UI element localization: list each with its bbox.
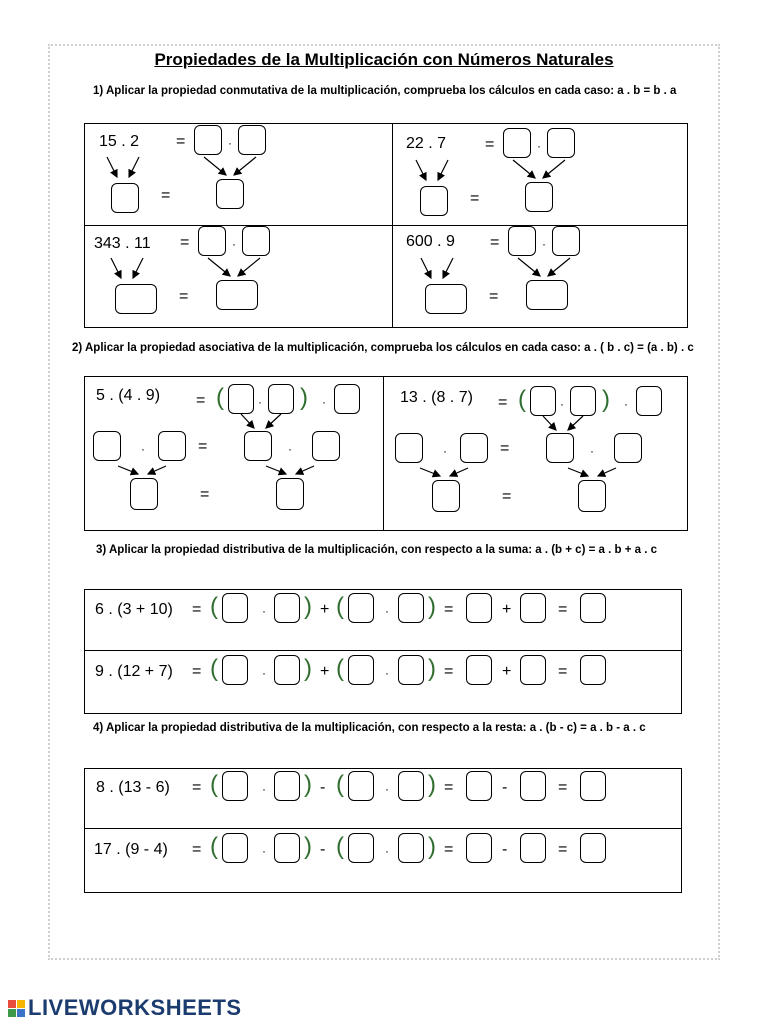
- answer-box[interactable]: [216, 179, 244, 209]
- exercise-expression: 8 . (13 - 6): [96, 779, 170, 796]
- answer-box[interactable]: [222, 655, 248, 685]
- arrow: [421, 258, 431, 278]
- arrow: [543, 416, 556, 430]
- exercise-expression: 343 . 11: [94, 235, 151, 252]
- answer-box[interactable]: [242, 226, 270, 256]
- instruction-4: 4) Aplicar la propiedad distributiva de la multiplicación, con respecto a la resta: a . (b - c) = a . b - a . c: [93, 722, 646, 734]
- multiply-dot: ·: [262, 604, 266, 618]
- arrow: [568, 468, 588, 476]
- multiply-dot: ·: [385, 782, 389, 796]
- answer-box[interactable]: [580, 655, 606, 685]
- minus-sign: -: [502, 779, 508, 796]
- answer-box[interactable]: [276, 478, 304, 510]
- multiply-dot: ·: [262, 844, 266, 858]
- close-paren: ): [428, 593, 436, 620]
- arrow: [548, 258, 570, 276]
- answer-box[interactable]: [111, 183, 139, 213]
- answer-box[interactable]: [198, 226, 226, 256]
- exercise-expression: 17 . (9 - 4): [94, 841, 168, 858]
- answer-box[interactable]: [130, 478, 158, 510]
- equals-sign: =: [176, 133, 186, 150]
- arrow: [266, 414, 281, 428]
- instruction-2: 2) Aplicar la propiedad asociativa de la multiplicación, comprueba los cálculos en cada caso: a . ( b . c) = (a . b) . c: [72, 342, 694, 354]
- equals-sign: =: [192, 601, 202, 618]
- arrow: [129, 157, 139, 177]
- answer-box[interactable]: [312, 431, 340, 461]
- equals-sign: =: [444, 663, 454, 680]
- answer-box[interactable]: [158, 431, 186, 461]
- multiply-dot: ·: [590, 444, 594, 458]
- arrow: [133, 258, 143, 278]
- multiply-dot: ·: [288, 442, 292, 456]
- arrow: [518, 258, 540, 276]
- multiply-dot: ·: [141, 442, 145, 456]
- equals-sign: =: [490, 234, 500, 251]
- multiply-dot: ·: [560, 397, 564, 411]
- answer-box[interactable]: [520, 593, 546, 623]
- arrow: [513, 160, 535, 178]
- arrow: [438, 160, 448, 180]
- open-paren: (: [210, 771, 218, 798]
- answer-box[interactable]: [520, 833, 546, 863]
- open-paren: (: [216, 384, 224, 411]
- answer-box[interactable]: [228, 384, 254, 414]
- open-paren: (: [336, 771, 344, 798]
- answer-box[interactable]: [115, 284, 157, 314]
- answer-box[interactable]: [508, 226, 536, 256]
- answer-box[interactable]: [222, 833, 248, 863]
- equals-sign: =: [192, 841, 202, 858]
- answer-box[interactable]: [466, 655, 492, 685]
- equals-sign: =: [485, 136, 495, 153]
- answer-box[interactable]: [466, 593, 492, 623]
- answer-box[interactable]: [274, 593, 300, 623]
- answer-box[interactable]: [244, 431, 272, 461]
- open-paren: (: [210, 833, 218, 860]
- multiply-dot: ·: [542, 237, 546, 251]
- multiply-dot: ·: [385, 844, 389, 858]
- multiply-dot: ·: [258, 395, 262, 409]
- answer-box[interactable]: [520, 771, 546, 801]
- answer-box[interactable]: [425, 284, 467, 314]
- answer-box[interactable]: [274, 771, 300, 801]
- answer-box[interactable]: [222, 771, 248, 801]
- open-paren: (: [336, 593, 344, 620]
- answer-box[interactable]: [520, 655, 546, 685]
- answer-box[interactable]: [348, 655, 374, 685]
- answer-box[interactable]: [547, 128, 575, 158]
- multiply-dot: ·: [228, 136, 232, 150]
- arrow: [598, 468, 616, 476]
- open-paren: (: [210, 593, 218, 620]
- instruction-3: 3) Aplicar la propiedad distributiva de la multiplicación, con respecto a la suma: a . (b + c) = a . b + a . c: [96, 544, 658, 556]
- arrow: [148, 466, 166, 474]
- close-paren: ): [602, 386, 610, 413]
- answer-box[interactable]: [398, 655, 424, 685]
- minus-sign: -: [502, 841, 508, 858]
- equals-sign: =: [558, 779, 568, 796]
- answer-box[interactable]: [216, 280, 258, 310]
- answer-box[interactable]: [334, 384, 360, 414]
- page-title: Propiedades de la Multiplicación con Números Naturales: [154, 50, 614, 69]
- arrow: [204, 157, 226, 175]
- arrow: [111, 258, 121, 278]
- equals-sign: =: [498, 394, 508, 411]
- answer-box[interactable]: [636, 386, 662, 416]
- answer-box[interactable]: [614, 433, 642, 463]
- open-paren: (: [336, 655, 344, 682]
- arrow: [208, 258, 230, 276]
- answer-box[interactable]: [460, 433, 488, 463]
- instruction-1: 1) Aplicar la propiedad conmutativa de la multiplicación, comprueba los cálculos en cada caso: a . b = b . a: [93, 85, 677, 97]
- equals-sign: =: [500, 440, 510, 457]
- brand-name: LIVEWORKSHEETS: [28, 995, 242, 1020]
- open-paren: (: [336, 833, 344, 860]
- arrow: [296, 466, 314, 474]
- answer-box[interactable]: [194, 125, 222, 155]
- answer-box[interactable]: [580, 833, 606, 863]
- multiply-dot: ·: [624, 397, 628, 411]
- arrow: [266, 466, 286, 474]
- answer-box[interactable]: [395, 433, 423, 463]
- arrow: [241, 414, 254, 428]
- answer-box[interactable]: [274, 655, 300, 685]
- multiply-dot: ·: [537, 139, 541, 153]
- answer-box[interactable]: [466, 771, 492, 801]
- exercise-expression: 5 . (4 . 9): [96, 387, 161, 404]
- close-paren: ): [428, 833, 436, 860]
- equals-sign: =: [558, 601, 568, 618]
- answer-box[interactable]: [222, 593, 248, 623]
- exercise-expression: 9 . (12 + 7): [95, 663, 173, 680]
- answer-box[interactable]: [526, 280, 568, 310]
- answer-box[interactable]: [93, 431, 121, 461]
- answer-box[interactable]: [530, 386, 556, 416]
- answer-box[interactable]: [398, 771, 424, 801]
- equals-sign: =: [179, 288, 189, 305]
- equals-sign: =: [502, 488, 512, 505]
- close-paren: ): [428, 655, 436, 682]
- arrow: [238, 258, 260, 276]
- equals-sign: =: [470, 190, 480, 207]
- answer-box[interactable]: [274, 833, 300, 863]
- answer-box[interactable]: [348, 593, 374, 623]
- answer-box[interactable]: [580, 593, 606, 623]
- answer-box[interactable]: [348, 833, 374, 863]
- multiply-dot: ·: [262, 782, 266, 796]
- plus-sign: +: [502, 601, 512, 618]
- minus-sign: -: [320, 841, 326, 858]
- plus-sign: +: [320, 663, 330, 680]
- arrow: [416, 160, 426, 180]
- close-paren: ): [304, 833, 312, 860]
- minus-sign: -: [320, 779, 326, 796]
- answer-box[interactable]: [552, 226, 580, 256]
- close-paren: ): [304, 771, 312, 798]
- equals-sign: =: [196, 392, 206, 409]
- equals-sign: =: [192, 779, 202, 796]
- close-paren: ): [300, 384, 308, 411]
- arrow: [443, 258, 453, 278]
- exercise-expression: 6 . (3 + 10): [95, 601, 173, 618]
- answer-box[interactable]: [348, 771, 374, 801]
- equals-sign: =: [180, 234, 190, 251]
- exercise-expression: 13 . (8 . 7): [400, 389, 473, 406]
- multiply-dot: ·: [385, 604, 389, 618]
- answer-box[interactable]: [570, 386, 596, 416]
- arrow: [450, 468, 468, 476]
- answer-box[interactable]: [398, 833, 424, 863]
- arrow: [107, 157, 117, 177]
- close-paren: ): [428, 771, 436, 798]
- plus-sign: +: [502, 663, 512, 680]
- multiply-dot: ·: [443, 444, 447, 458]
- arrow: [118, 466, 138, 474]
- equals-sign: =: [444, 601, 454, 618]
- close-paren: ): [304, 655, 312, 682]
- answer-box[interactable]: [578, 480, 606, 512]
- answer-box[interactable]: [546, 433, 574, 463]
- answer-box[interactable]: [503, 128, 531, 158]
- logo-icon: [8, 998, 26, 1018]
- answer-box[interactable]: [466, 833, 492, 863]
- exercise-expression: 22 . 7: [406, 135, 447, 152]
- arrow: [568, 416, 583, 430]
- equals-sign: =: [444, 841, 454, 858]
- multiply-dot: ·: [232, 237, 236, 251]
- arrow: [420, 468, 440, 476]
- multiply-dot: ·: [385, 666, 389, 680]
- equals-sign: =: [444, 779, 454, 796]
- equals-sign: =: [200, 486, 210, 503]
- equals-sign: =: [198, 438, 208, 455]
- equals-sign: =: [489, 288, 499, 305]
- exercise-expression: 15 . 2: [99, 133, 140, 150]
- plus-sign: +: [320, 601, 330, 618]
- multiply-dot: ·: [322, 395, 326, 409]
- answer-box[interactable]: [420, 186, 448, 216]
- liveworksheets-logo: [8, 995, 242, 1021]
- answer-box[interactable]: [398, 593, 424, 623]
- answer-box[interactable]: [268, 384, 294, 414]
- answer-box[interactable]: [525, 182, 553, 212]
- equals-sign: =: [558, 663, 568, 680]
- close-paren: ): [304, 593, 312, 620]
- open-paren: (: [210, 655, 218, 682]
- open-paren: (: [518, 386, 526, 413]
- arrow: [234, 157, 256, 175]
- multiply-dot: ·: [262, 666, 266, 680]
- answer-box[interactable]: [580, 771, 606, 801]
- answer-box[interactable]: [238, 125, 266, 155]
- answer-box[interactable]: [432, 480, 460, 512]
- equals-sign: =: [558, 841, 568, 858]
- equals-sign: =: [161, 187, 171, 204]
- arrow: [543, 160, 565, 178]
- exercise-expression: 600 . 9: [406, 233, 455, 250]
- equals-sign: =: [192, 663, 202, 680]
